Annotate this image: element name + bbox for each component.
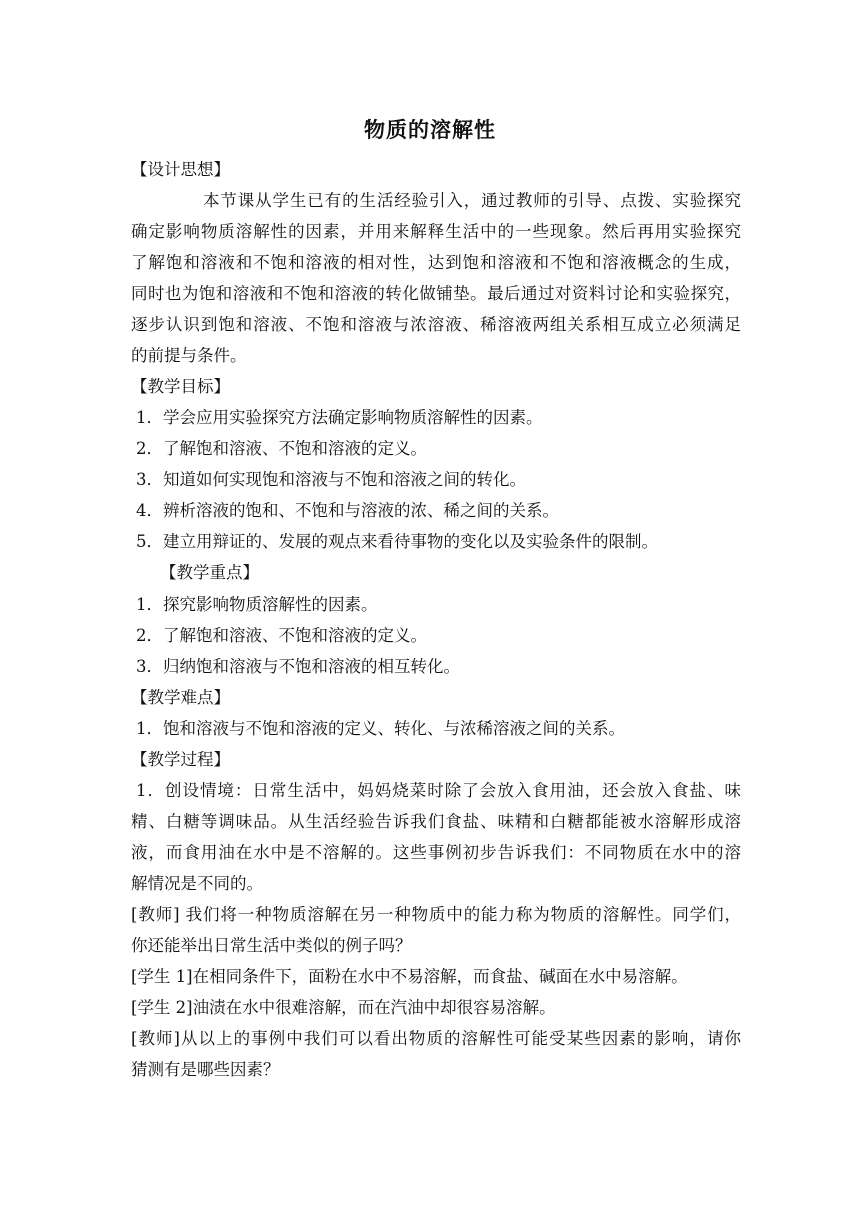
dialogue-line: 猜测有是哪些因素？ <box>131 1060 280 1079</box>
section-heading-difficulties: 【教学难点】 <box>131 688 230 707</box>
paragraph-line: 解情况是不同的。 <box>131 874 263 893</box>
section-heading-process: 【教学过程】 <box>131 750 230 769</box>
list-item: 1．学会应用实验探究方法确定影响物质溶解性的因素。 <box>136 408 543 427</box>
list-item: 4．辨析溶液的饱和、不饱和与溶液的浓、稀之间的关系。 <box>136 501 559 520</box>
paragraph-line: 了解饱和溶液和不饱和溶液的相对性，达到饱和溶液和不饱和溶液概念的生成， <box>131 253 741 272</box>
paragraph-line: 确定影响物质溶解性的因素，并用来解释生活中的一些现象。然后再用实验探究 <box>131 222 741 241</box>
paragraph-line: 本节课从学生已有的生活经验引入，通过教师的引导、点拨、实验探究 <box>203 191 741 210</box>
list-item: 1．饱和溶液与不饱和溶液的定义、转化、与浓稀溶液之间的关系。 <box>136 719 625 738</box>
section-heading-key-points: 【教学重点】 <box>160 563 259 582</box>
paragraph-line: 逐步认识到饱和溶液、不饱和溶液与浓溶液、稀溶液两组关系相互成立必须满足 <box>131 315 741 334</box>
dialogue-line: [教师]从以上的事例中我们可以看出物质的溶解性可能受某些因素的影响，请你 <box>131 1029 741 1048</box>
list-item: 3．归纳饱和溶液与不饱和溶液的相互转化。 <box>136 657 460 676</box>
paragraph-line: 1．创设情境：日常生活中，妈妈烧菜时除了会放入食用油，还会放入食盐、味 <box>136 781 741 800</box>
dialogue-line: 你还能举出日常生活中类似的例子吗？ <box>131 936 412 955</box>
page-title: 物质的溶解性 <box>364 117 496 142</box>
list-item: 1．探究影响物质溶解性的因素。 <box>136 595 378 614</box>
paragraph-line: 同时也为饱和溶液和不饱和溶液的转化做铺垫。最后通过对资料讨论和实验探究， <box>131 284 741 303</box>
paragraph-line: 精、白糖等调味品。从生活经验告诉我们食盐、味精和白糖都能被水溶解形成溶 <box>131 812 741 831</box>
paragraph-line: 的前提与条件。 <box>131 346 247 365</box>
dialogue-line: [学生 2]油渍在水中很难溶解，而在汽油中却很容易溶解。 <box>131 998 556 1017</box>
list-item: 3．知道如何实现饱和溶液与不饱和溶液之间的转化。 <box>136 470 526 489</box>
paragraph-line: 液，而食用油在水中是不溶解的。这些事例初步告诉我们：不同物质在水中的溶 <box>131 843 741 862</box>
list-item: 2．了解饱和溶液、不饱和溶液的定义。 <box>136 439 427 458</box>
list-item: 5．建立用辩证的、发展的观点来看待事物的变化以及实验条件的限制。 <box>136 532 658 551</box>
list-item: 2．了解饱和溶液、不饱和溶液的定义。 <box>136 626 427 645</box>
dialogue-line: [教师] 我们将一种物质溶解在另一种物质中的能力称为物质的溶解性。同学们， <box>131 905 741 924</box>
section-heading-design: 【设计思想】 <box>131 160 230 179</box>
section-heading-objectives: 【教学目标】 <box>131 377 230 396</box>
dialogue-line: [学生 1]在相同条件下，面粉在水中不易溶解，而食盐、碱面在水中易溶解。 <box>131 967 688 986</box>
